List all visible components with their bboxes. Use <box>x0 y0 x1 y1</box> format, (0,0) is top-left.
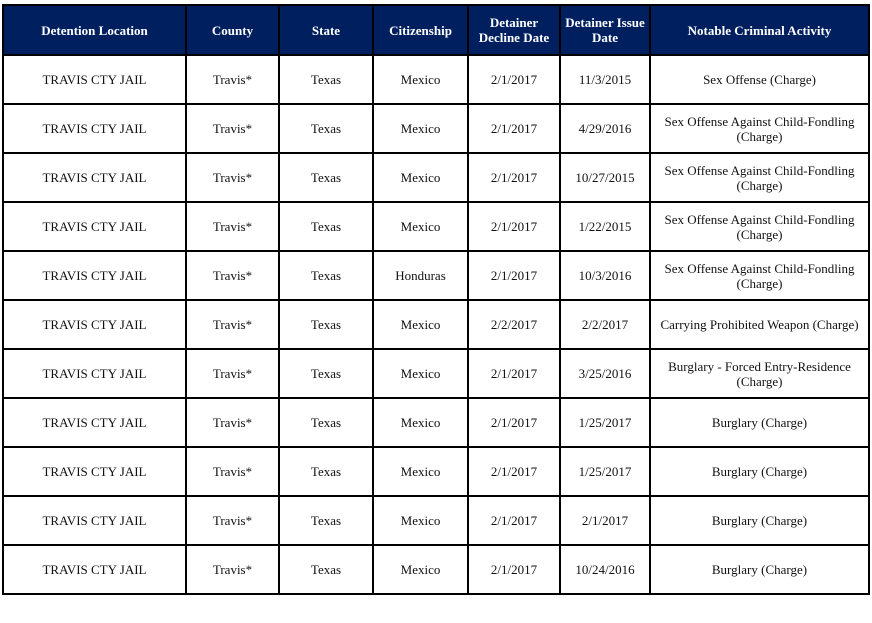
table-row <box>3 251 869 300</box>
detention-location-cell: TRAVIS CTY JAIL <box>3 104 186 153</box>
table-row <box>3 153 869 202</box>
state-cell: Texas <box>279 496 373 545</box>
header-county: County <box>186 5 279 55</box>
state-cell: Texas <box>279 202 373 251</box>
header-detainer-issue-date: Detainer Issue Date <box>560 5 650 55</box>
criminal-activity-cell: Burglary - Forced Entry-Residence (Charge) <box>650 349 869 398</box>
county-cell: Travis* <box>186 349 279 398</box>
issue-date-cell: 1/25/2017 <box>560 447 650 496</box>
county-cell: Travis* <box>186 251 279 300</box>
citizenship-cell: Mexico <box>373 55 468 104</box>
state-cell: Texas <box>279 104 373 153</box>
table-header-row <box>3 5 869 55</box>
detention-location-cell: TRAVIS CTY JAIL <box>3 153 186 202</box>
criminal-activity-cell: Burglary (Charge) <box>650 545 869 594</box>
criminal-activity-cell: Sex Offense Against Child-Fondling (Charge) <box>650 251 869 300</box>
county-cell: Travis* <box>186 300 279 349</box>
criminal-activity-cell: Sex Offense Against Child-Fondling (Charge) <box>650 202 869 251</box>
decline-date-cell: 2/1/2017 <box>468 349 560 398</box>
issue-date-cell: 4/29/2016 <box>560 104 650 153</box>
criminal-activity-cell: Burglary (Charge) <box>650 398 869 447</box>
header-state: State <box>279 5 373 55</box>
criminal-activity-cell: Carrying Prohibited Weapon (Charge) <box>650 300 869 349</box>
detention-location-cell: TRAVIS CTY JAIL <box>3 55 186 104</box>
county-cell: Travis* <box>186 153 279 202</box>
state-cell: Texas <box>279 300 373 349</box>
state-cell: Texas <box>279 545 373 594</box>
state-cell: Texas <box>279 251 373 300</box>
detention-location-cell: TRAVIS CTY JAIL <box>3 398 186 447</box>
decline-date-cell: 2/1/2017 <box>468 104 560 153</box>
criminal-activity-cell: Burglary (Charge) <box>650 496 869 545</box>
criminal-activity-cell: Sex Offense Against Child-Fondling (Charge) <box>650 104 869 153</box>
state-cell: Texas <box>279 349 373 398</box>
detention-location-cell: TRAVIS CTY JAIL <box>3 251 186 300</box>
county-cell: Travis* <box>186 496 279 545</box>
state-cell: Texas <box>279 55 373 104</box>
county-cell: Travis* <box>186 398 279 447</box>
county-cell: Travis* <box>186 104 279 153</box>
header-detention-location: Detention Location <box>3 5 186 55</box>
issue-date-cell: 2/2/2017 <box>560 300 650 349</box>
table-row <box>3 496 869 545</box>
decline-date-cell: 2/1/2017 <box>468 55 560 104</box>
citizenship-cell: Mexico <box>373 153 468 202</box>
citizenship-cell: Mexico <box>373 545 468 594</box>
citizenship-cell: Mexico <box>373 300 468 349</box>
citizenship-cell: Mexico <box>373 447 468 496</box>
citizenship-cell: Mexico <box>373 398 468 447</box>
citizenship-cell: Mexico <box>373 349 468 398</box>
state-cell: Texas <box>279 153 373 202</box>
decline-date-cell: 2/1/2017 <box>468 496 560 545</box>
issue-date-cell: 2/1/2017 <box>560 496 650 545</box>
detention-location-cell: TRAVIS CTY JAIL <box>3 349 186 398</box>
detention-location-cell: TRAVIS CTY JAIL <box>3 202 186 251</box>
citizenship-cell: Mexico <box>373 496 468 545</box>
citizenship-cell: Mexico <box>373 202 468 251</box>
citizenship-cell: Honduras <box>373 251 468 300</box>
detention-location-cell: TRAVIS CTY JAIL <box>3 300 186 349</box>
detainer-table <box>2 4 870 595</box>
detention-location-cell: TRAVIS CTY JAIL <box>3 496 186 545</box>
decline-date-cell: 2/1/2017 <box>468 202 560 251</box>
table-row <box>3 104 869 153</box>
table-row <box>3 398 869 447</box>
table-row <box>3 447 869 496</box>
detention-location-cell: TRAVIS CTY JAIL <box>3 447 186 496</box>
decline-date-cell: 2/1/2017 <box>468 545 560 594</box>
citizenship-cell: Mexico <box>373 104 468 153</box>
county-cell: Travis* <box>186 447 279 496</box>
table-row <box>3 349 869 398</box>
table-row <box>3 545 869 594</box>
county-cell: Travis* <box>186 55 279 104</box>
state-cell: Texas <box>279 398 373 447</box>
issue-date-cell: 10/3/2016 <box>560 251 650 300</box>
decline-date-cell: 2/1/2017 <box>468 251 560 300</box>
table-row <box>3 202 869 251</box>
decline-date-cell: 2/1/2017 <box>468 398 560 447</box>
decline-date-cell: 2/1/2017 <box>468 447 560 496</box>
issue-date-cell: 1/22/2015 <box>560 202 650 251</box>
table-row <box>3 300 869 349</box>
header-notable-criminal-activity: Notable Criminal Activity <box>650 5 869 55</box>
issue-date-cell: 10/27/2015 <box>560 153 650 202</box>
detainer-table-container <box>2 4 870 595</box>
issue-date-cell: 1/25/2017 <box>560 398 650 447</box>
county-cell: Travis* <box>186 202 279 251</box>
county-cell: Travis* <box>186 545 279 594</box>
decline-date-cell: 2/2/2017 <box>468 300 560 349</box>
header-citizenship: Citizenship <box>373 5 468 55</box>
detention-location-cell: TRAVIS CTY JAIL <box>3 545 186 594</box>
criminal-activity-cell: Sex Offense Against Child-Fondling (Charge) <box>650 153 869 202</box>
state-cell: Texas <box>279 447 373 496</box>
criminal-activity-cell: Burglary (Charge) <box>650 447 869 496</box>
criminal-activity-cell: Sex Offense (Charge) <box>650 55 869 104</box>
header-detainer-decline-date: Detainer Decline Date <box>468 5 560 55</box>
issue-date-cell: 3/25/2016 <box>560 349 650 398</box>
decline-date-cell: 2/1/2017 <box>468 153 560 202</box>
table-body <box>3 55 869 594</box>
table-row <box>3 55 869 104</box>
issue-date-cell: 10/24/2016 <box>560 545 650 594</box>
issue-date-cell: 11/3/2015 <box>560 55 650 104</box>
